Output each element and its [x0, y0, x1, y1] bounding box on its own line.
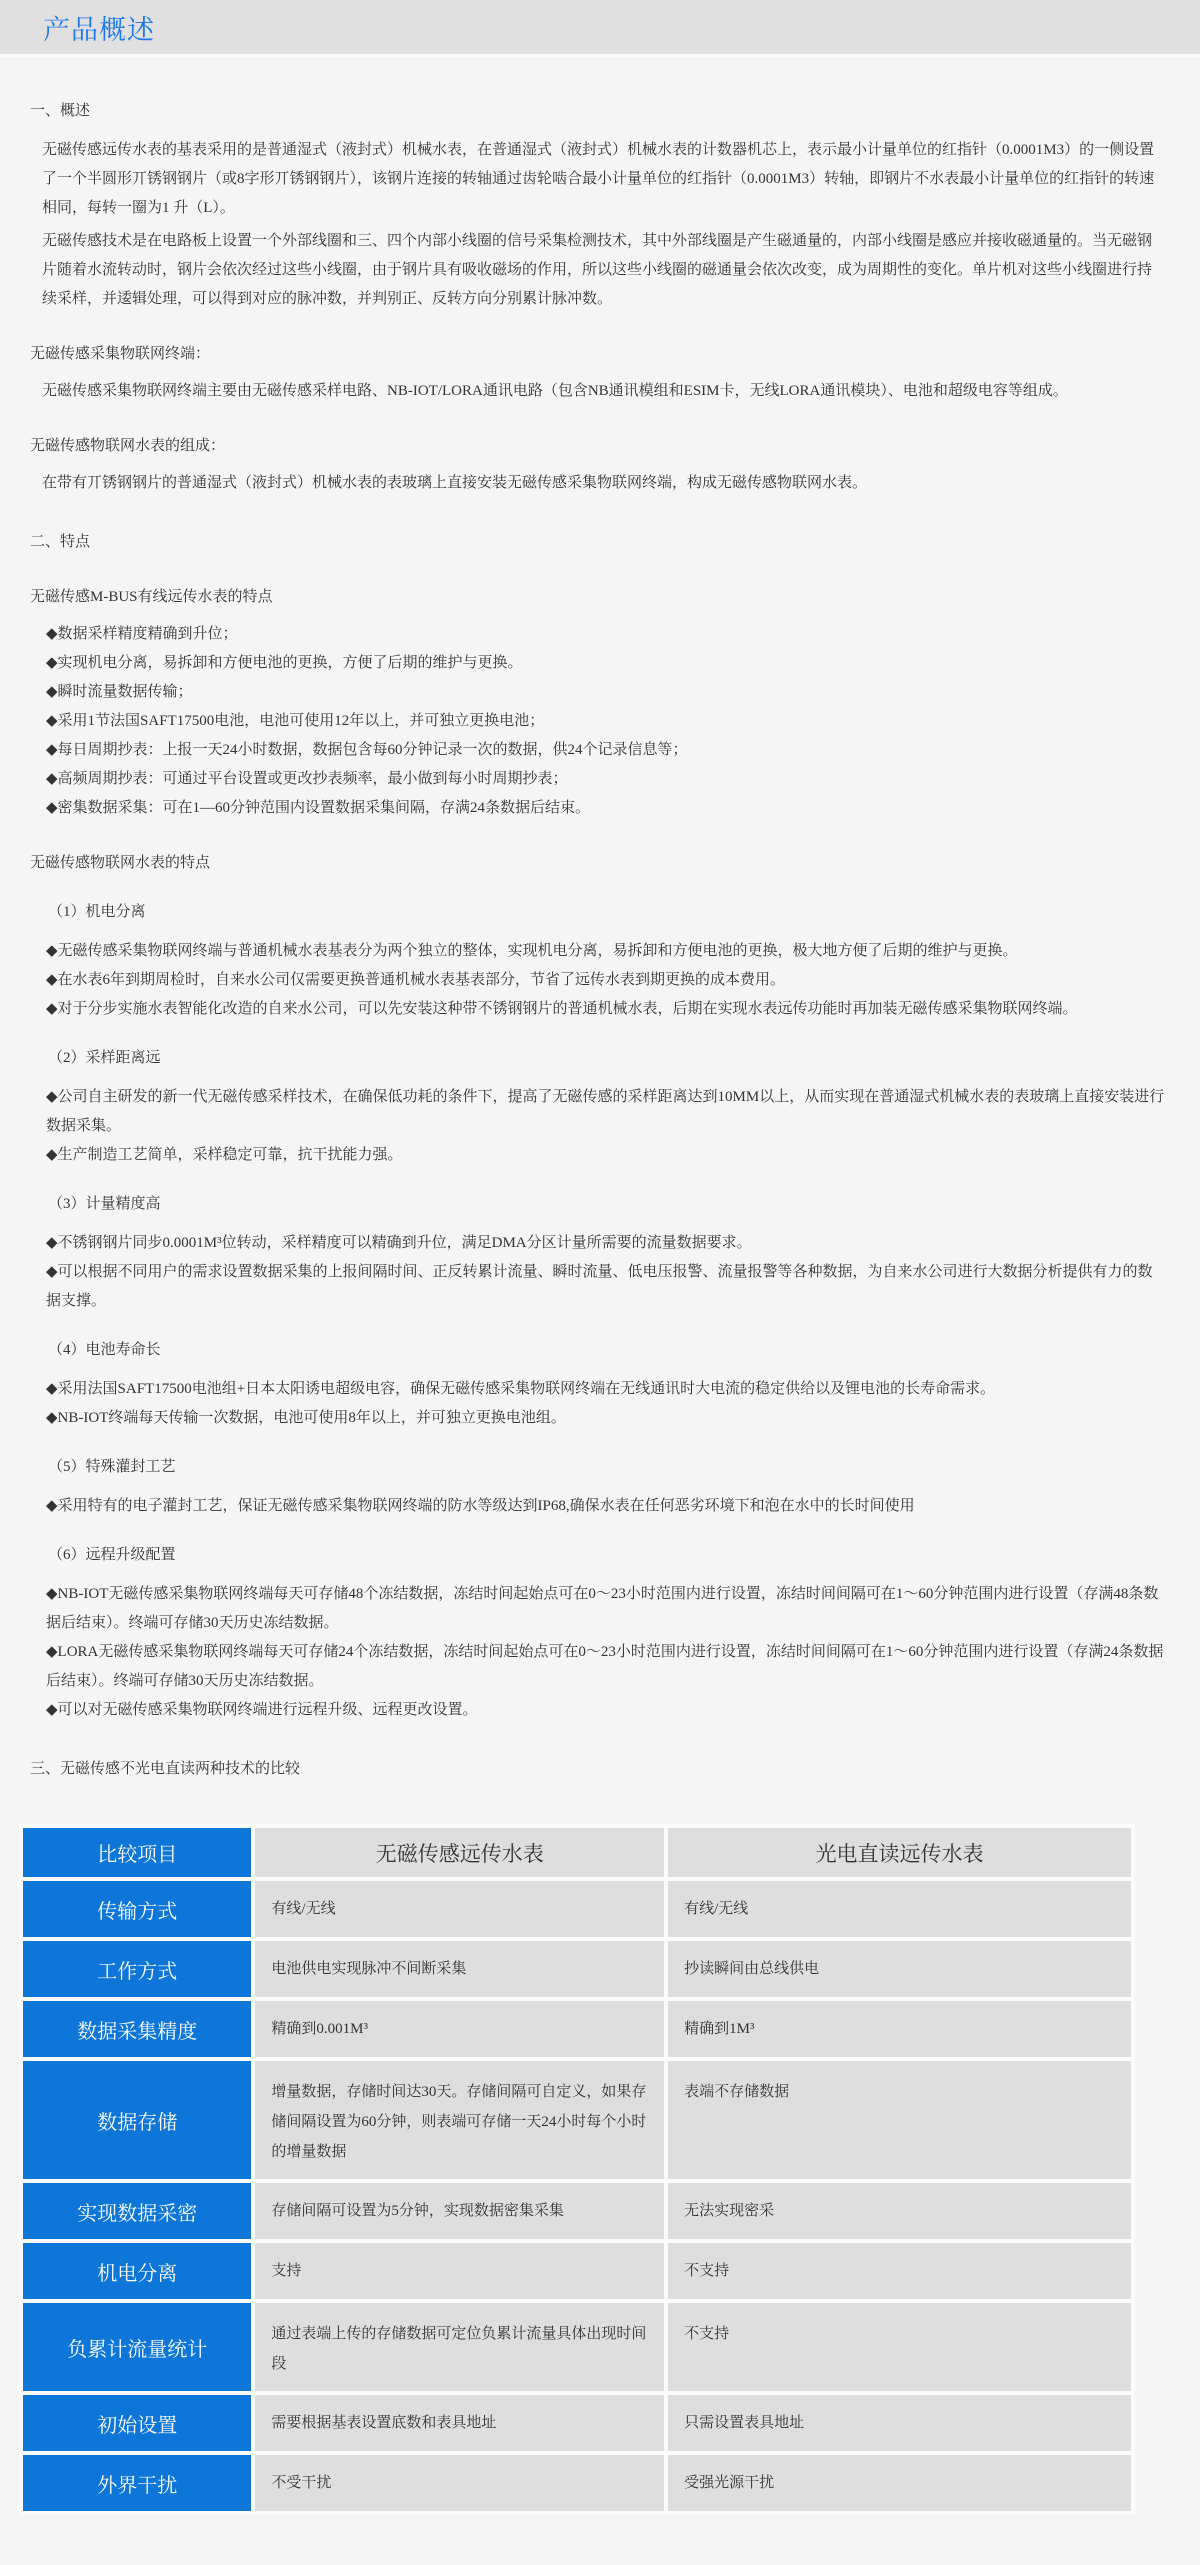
comparison-table-section — [19, 1824, 1200, 2565]
bullet-item: ◆实现机电分离，易拆卸和方便电池的更换，方便了后期的维护与更换。 — [46, 655, 523, 671]
table-row — [23, 1881, 1131, 1937]
section-heading: 一、概述 — [30, 103, 91, 119]
sub-label: 无磁传感M-BUS有线远传水表的特点 — [30, 589, 273, 605]
bullet-item: ◆公司自主研发的新一代无磁传感采样技术，在确保低功耗的条件下，提高了无磁传感的采样距离达到10MM以上，从而实现在普通湿式机械水表的表玻璃上直接安装进行数据采集。 — [46, 1089, 1165, 1134]
table-row — [23, 2183, 1131, 2239]
row-label-cell: 机电分离 — [23, 2243, 251, 2299]
paragraph: 无磁传感远传水表的基表采用的是普通湿式（液封式）机械水表，在普通湿式（液封式）机械水表的计数器机芯上，表示最小计量单位的红指针（0.0001M3）的一侧设置了一个半圆形丌锈钢钢片（或8字形丌锈钢钢片），该钢片连接的转轴通过齿轮啮合最小计量单位的红指针（0.0001M3）转轴，即钢片不水表最小计量单位的红指针的转速相同，每转一圈为1 升（L）。 — [42, 142, 1155, 216]
sub-label: 无磁传感物联网水表的组成： — [30, 438, 226, 454]
bullet-item: ◆无磁传感采集物联网终端与普通机械水表基表分为两个独立的整体，实现机电分离，易拆卸和方便电池的更换，极大地方便了后期的维护与更换。 — [46, 943, 1018, 959]
bullet-item: ◆对于分步实施水表智能化改造的自来水公司，可以先安装这种带不锈钢钢片的普通机械水表，后期在实现水表远传功能时再加装无磁传感采集物联网终端。 — [46, 1001, 1078, 1017]
bullet-item: ◆采用特有的电子灌封工艺，保证无磁传感采集物联网终端的防水等级达到IP68,确保水表在任何恶劣环境下和泡在水中的长时间使用 — [46, 1498, 915, 1514]
comparison-table-head — [23, 1828, 1131, 1877]
table-cell: 抄读瞬间由总线供电 — [668, 1941, 1131, 1997]
sub-label: 无磁传感物联网水表的特点 — [30, 855, 211, 871]
bullet-item: ◆生产制造工艺简单，采样稳定可靠，抗干扰能力强。 — [46, 1147, 403, 1163]
bullet-item: ◆密集数据采集：可在1—60分钟范围内设置数据采集间隔，存满24条数据后结束。 — [46, 800, 591, 816]
table-cell: 受强光源干扰 — [668, 2455, 1131, 2511]
bullet-item: ◆NB-IOT终端每天传输一次数据，电池可使用8年以上，并可独立更换电池组。 — [46, 1410, 566, 1426]
table-column-header: 无磁传感远传水表 — [255, 1828, 664, 1877]
bullet-item: ◆数据采样精度精确到升位； — [46, 626, 238, 642]
table-cell: 存储间隔可设置为5分钟，实现数据密集采集 — [255, 2183, 664, 2239]
table-row — [23, 2455, 1131, 2511]
table-row — [23, 2395, 1131, 2451]
table-row — [23, 1941, 1131, 1997]
bullet-item: ◆可以对无磁传感采集物联网终端进行远程升级、远程更改设置。 — [46, 1702, 478, 1718]
table-row — [23, 2061, 1131, 2179]
row-label-cell: 数据存储 — [23, 2061, 251, 2179]
table-cell: 需要根据基表设置底数和表具地址 — [255, 2395, 664, 2451]
page-title: 产品概述 — [43, 14, 155, 45]
subsection-heading: （5）特殊灌封工艺 — [48, 1459, 176, 1475]
bullet-item: ◆LORA无磁传感采集物联网终端每天可存储24个冻结数据，冻结时间起始点可在0～23小时范围内进行设置，冻结时间间隔可在1～60分钟范围内进行设置（存满24条数据后结束）。终端可存储30天历史冻结数据。 — [46, 1644, 1164, 1689]
bullet-item: ◆高频周期抄表：可通过平台设置或更改抄表频率，最小做到每小时周期抄表； — [46, 771, 568, 787]
subsection-heading: （3）计量精度高 — [48, 1196, 161, 1212]
paragraph: 在带有丌锈钢钢片的普通湿式（液封式）机械水表的表玻璃上直接安装无磁传感采集物联网终端，构成无磁传感物联网水表。 — [42, 475, 868, 491]
table-cell: 不受干扰 — [255, 2455, 664, 2511]
row-label-cell: 传输方式 — [23, 1881, 251, 1937]
page-header-band — [0, 0, 1200, 57]
sub-label: 无磁传感采集物联网终端： — [30, 346, 211, 362]
section-heading: 二、特点 — [30, 534, 91, 550]
bullet-item: ◆可以根据不同用户的需求设置数据采集的上报间隔时间、正反转累计流量、瞬时流量、低电压报警、流量报警等各种数据，为自来水公司进行大数据分析提供有力的数据支撑。 — [46, 1264, 1153, 1309]
table-cell: 增量数据，存储时间达30天。存储间隔可自定义，如果存储间隔设置为60分钟，则表端可存储一天24小时每个小时的增量数据 — [255, 2061, 664, 2179]
table-row — [23, 2001, 1131, 2057]
row-label-cell: 负累计流量统计 — [23, 2303, 251, 2391]
subsection-heading: （4）电池寿命长 — [48, 1342, 161, 1358]
table-cell: 有线/无线 — [668, 1881, 1131, 1937]
table-cell: 精确到1M³ — [668, 2001, 1131, 2057]
row-label-cell: 数据采集精度 — [23, 2001, 251, 2057]
row-label-cell: 工作方式 — [23, 1941, 251, 1997]
table-cell: 支持 — [255, 2243, 664, 2299]
table-row — [23, 2243, 1131, 2299]
table-corner-header: 比较项目 — [23, 1828, 251, 1877]
bullet-item: ◆采用法国SAFT17500电池组+日本太阳诱电超级电容，确保无磁传感采集物联网终端在无线通讯时大电流的稳定供给以及锂电池的长寿命需求。 — [46, 1381, 996, 1397]
table-cell: 无法实现密采 — [668, 2183, 1131, 2239]
table-cell: 不支持 — [668, 2243, 1131, 2299]
table-cell: 有线/无线 — [255, 1881, 664, 1937]
subsection-heading: （6）远程升级配置 — [48, 1547, 176, 1563]
row-label-cell: 外界干扰 — [23, 2455, 251, 2511]
paragraph: 无磁传感采集物联网终端主要由无磁传感采样电路、NB-IOT/LORA通讯电路（包含NB通讯模组和ESIM卡，无线LORA通讯模块）、电池和超级电容等组成。 — [42, 383, 1068, 399]
table-cell: 只需设置表具地址 — [668, 2395, 1131, 2451]
table-cell: 通过表端上传的存储数据可定位负累计流量具体出现时间段 — [255, 2303, 664, 2391]
table-cell: 不支持 — [668, 2303, 1131, 2391]
bullet-item: ◆采用1节法国SAFT17500电池，电池可使用12年以上，并可独立更换电池； — [46, 713, 545, 729]
subsection-heading: （2）采样距离远 — [48, 1050, 161, 1066]
bullet-item: ◆NB-IOT无磁传感采集物联网终端每天可存储48个冻结数据，冻结时间起始点可在0～23小时范围内进行设置，冻结时间间隔可在1～60分钟范围内进行设置（存满48条数据后结束）。终端可存储30天历史冻结数据。 — [46, 1586, 1159, 1631]
document-body — [0, 57, 1200, 1784]
table-header-row — [23, 1828, 1131, 1877]
section-heading: 三、无磁传感不光电直读两种技术的比较 — [30, 1761, 301, 1777]
row-label-cell: 实现数据采密 — [23, 2183, 251, 2239]
subsection-heading: （1）机电分离 — [48, 904, 146, 920]
bullet-item: ◆在水表6年到期周检时，自来水公司仅需要更换普通机械水表基表部分，节省了远传水表到期更换的成本费用。 — [46, 972, 786, 988]
bullet-item: ◆每日周期抄表：上报一天24小时数据，数据包含每60分钟记录一次的数据，供24个记录信息等； — [46, 742, 688, 758]
table-row — [23, 2303, 1131, 2391]
bullet-item: ◆不锈钢钢片同步0.0001M³位转动，采样精度可以精确到升位，满足DMA分区计量所需要的流量数据要求。 — [46, 1235, 752, 1251]
table-cell: 表端不存储数据 — [668, 2061, 1131, 2179]
table-cell: 精确到0.001M³ — [255, 2001, 664, 2057]
paragraph: 无磁传感技术是在电路板上设置一个外部线圈和三、四个内部小线圈的信号采集检测技术，其中外部线圈是产生磁通量的，内部小线圈是感应并接收磁通量的。当无磁钢片随着水流转动时，钢片会依次经过这些小线圈，由于钢片具有吸收磁场的作用，所以这些小线圈的磁通量会依次改变，成为周期性的变化。单片机对这些小线圈进行持续采样，并逶辑处理，可以得到对应的脉冲数，并判别正、反转方向分别累计脉冲数。 — [42, 233, 1153, 307]
bullet-item: ◆瞬时流量数据传输； — [46, 684, 193, 700]
table-column-header: 光电直读远传水表 — [668, 1828, 1131, 1877]
comparison-table — [19, 1824, 1135, 2515]
row-label-cell: 初始设置 — [23, 2395, 251, 2451]
table-cell: 电池供电实现脉冲不间断采集 — [255, 1941, 664, 1997]
comparison-table-body — [23, 1881, 1131, 2511]
